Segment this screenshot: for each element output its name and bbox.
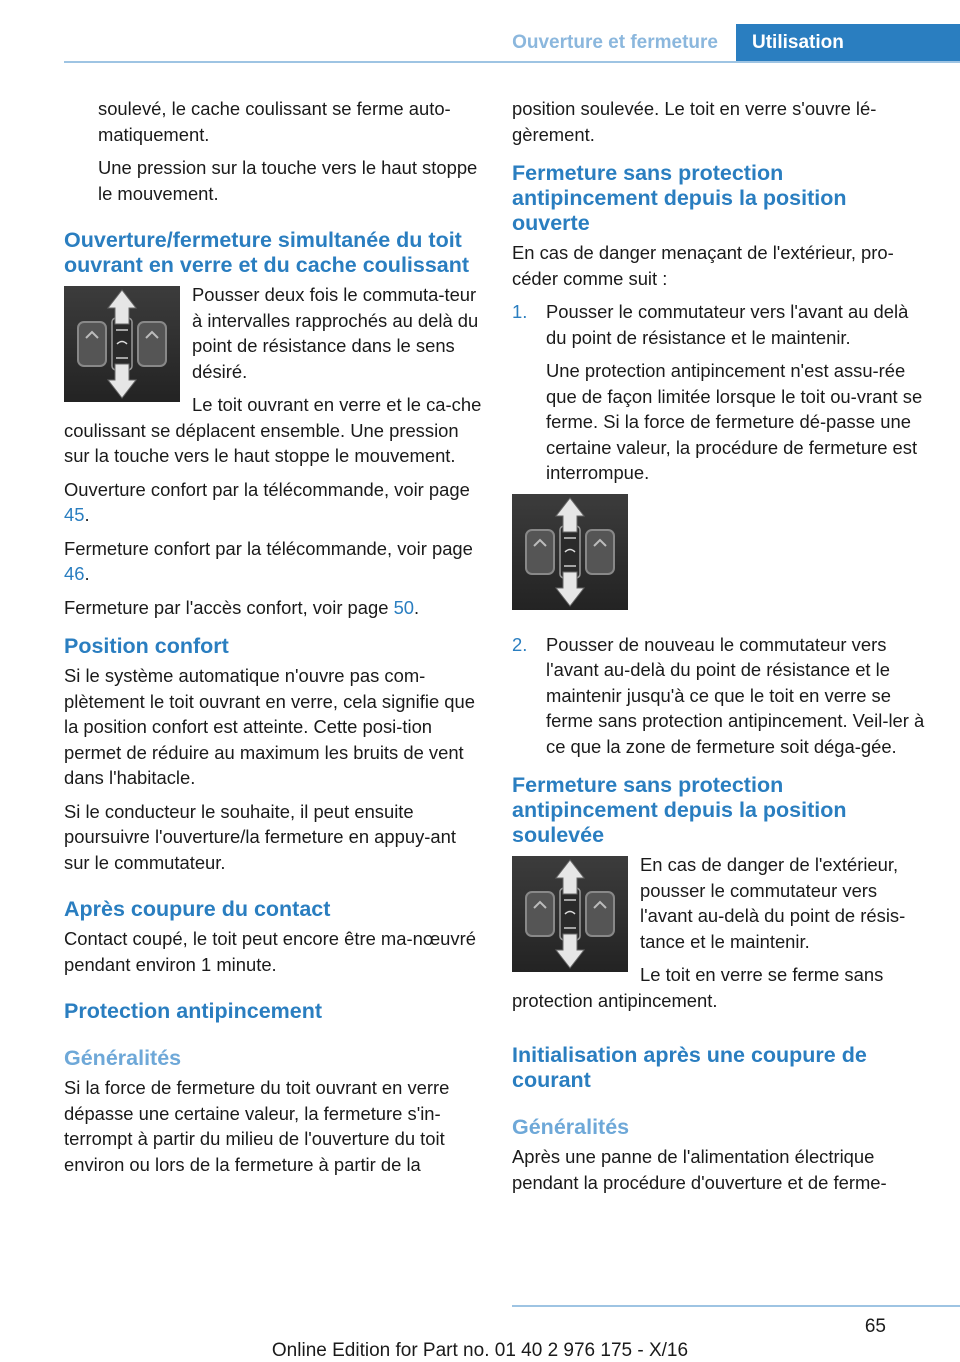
list-item xyxy=(512,299,930,486)
paragraph: Si le système automatique n'ouvre pas com-plètement le toit ouvrant en verre, cela signifie que la position confort est atteinte. Cette posi-tion permet de réduire au maximum les bruits de vent dans l'habitacle. xyxy=(64,665,475,788)
right-column xyxy=(512,96,930,1203)
paragraph: position soulevée. Le toit en verre s'ouvre lé-gèrement. xyxy=(512,98,877,145)
paragraph: Si le conducteur le souhaite, il peut ensuite poursuivre l'ouverture/la fermeture en appuy-ant sur le commutateur. xyxy=(64,800,456,873)
punctuation: . xyxy=(414,596,420,618)
page-link-50[interactable]: 50 xyxy=(393,596,415,618)
footer-edition: Online Edition for Part no. 01 40 2 976 175 - X/16 xyxy=(271,1340,689,1361)
paragraph: En cas de danger de l'extérieur, pousser le commutateur vers l'avant au-delà du point de résis-tance et le maintenir. xyxy=(640,854,906,952)
left-column xyxy=(64,96,482,1185)
heading-comfort-position: Position confort xyxy=(64,634,229,658)
paragraph: Si la force de fermeture du toit ouvrant en verre dépasse une certaine valeur, la fermeture s'in-terrompt à partir du milieu de l'ouverture du toit environ ou lors de la fermeture à partir de la xyxy=(64,1077,450,1175)
heading-initialization: Initialisation après une coupure de courant xyxy=(512,1043,867,1092)
simultaneous-block xyxy=(64,282,482,477)
paragraph: Une protection antipincement n'est assu-rée que de façon limitée lorsque le toit ou-vrant se ferme. Si la force de fermeture dé-passe une certaine valeur, la procédure de fermeture est interrompue. xyxy=(546,360,923,483)
switch-illustration xyxy=(64,286,180,402)
heading-simultaneous: Ouverture/fermeture simultanée du toit ouvrant en verre et du cache coulissant xyxy=(64,228,470,277)
reference-text: Ouverture confort par la télécommande, voir page xyxy=(64,478,470,500)
footer-rule xyxy=(512,1305,960,1307)
paragraph: soulevé, le cache coulissant se ferme auto-matiquement. xyxy=(98,98,451,145)
step-number: 2. xyxy=(512,633,528,655)
header-rule xyxy=(64,61,960,63)
cross-reference xyxy=(64,536,482,587)
roof-switch-icon xyxy=(512,494,628,610)
paragraph: Le toit en verre se ferme sans protection antipincement. xyxy=(512,964,884,1011)
paragraph: Pousser de nouveau le commutateur vers l'avant au-delà du point de résistance et le maintenir jusqu'à ce que le toit en verre se ferme sans protection antipincement. Veil-ler à ce que la zone de fermeture soit déga-gée. xyxy=(546,633,925,757)
page-header xyxy=(64,24,960,62)
paragraph: En cas de danger menaçant de l'extérieur, pro-céder comme suit : xyxy=(512,242,894,289)
cross-reference xyxy=(64,595,482,621)
roof-switch-icon xyxy=(512,856,628,972)
heading-after-ignition-off: Après coupure du contact xyxy=(64,897,331,921)
switch-illustration xyxy=(512,856,628,972)
header-chapter-tab: Utilisation xyxy=(736,24,960,62)
roof-switch-icon xyxy=(64,286,180,402)
heading-pinch-protection: Protection antipincement xyxy=(64,999,323,1023)
page-link-45[interactable]: 45 xyxy=(64,504,85,525)
punctuation: . xyxy=(84,504,90,525)
paragraph: Pousser le commutateur vers l'avant au delà du point de résistance et le maintenir. xyxy=(546,301,909,348)
cross-reference xyxy=(64,477,482,528)
page-number: 65 xyxy=(864,1316,886,1337)
steps-list xyxy=(512,299,930,486)
paragraph: Une pression sur la touche vers le haut stoppe le mouvement. xyxy=(98,157,478,204)
heading-close-from-raised: Fermeture sans protection antipincement depuis la position soulevée xyxy=(512,773,847,847)
step-number: 1. xyxy=(512,301,528,322)
paragraph: Après une panne de l'alimentation électrique pendant la procédure d'ouverture et de ferme- xyxy=(512,1146,887,1193)
paragraph: Pousser deux fois le commuta-teur à intervalles rapprochés au delà du point de résistance dans le sens désiré. xyxy=(192,284,479,382)
reference-text: Fermeture confort par la télécommande, voir page xyxy=(64,537,473,559)
page-link-46[interactable]: 46 xyxy=(64,563,85,584)
steps-list xyxy=(512,632,930,760)
heading-close-from-open: Fermeture sans protection antipincement depuis la position ouverte xyxy=(512,161,847,235)
subheading-general: Généralités xyxy=(64,1046,182,1070)
paragraph: Le toit ouvrant en verre et le ca-che coulissant se déplacent ensemble. Une pression sur la touche vers le haut stoppe le mouvement. xyxy=(64,394,482,466)
switch-illustration xyxy=(512,494,628,610)
paragraph: Contact coupé, le toit peut encore être ma-nœuvré pendant environ 1 minute. xyxy=(64,928,476,975)
subheading-general: Généralités xyxy=(512,1115,630,1139)
list-item xyxy=(512,632,930,760)
header-section-title: Ouverture et fermeture xyxy=(512,32,718,53)
raised-block xyxy=(512,852,930,1021)
reference-text: Fermeture par l'accès confort, voir page xyxy=(64,596,394,618)
punctuation: . xyxy=(84,563,90,584)
